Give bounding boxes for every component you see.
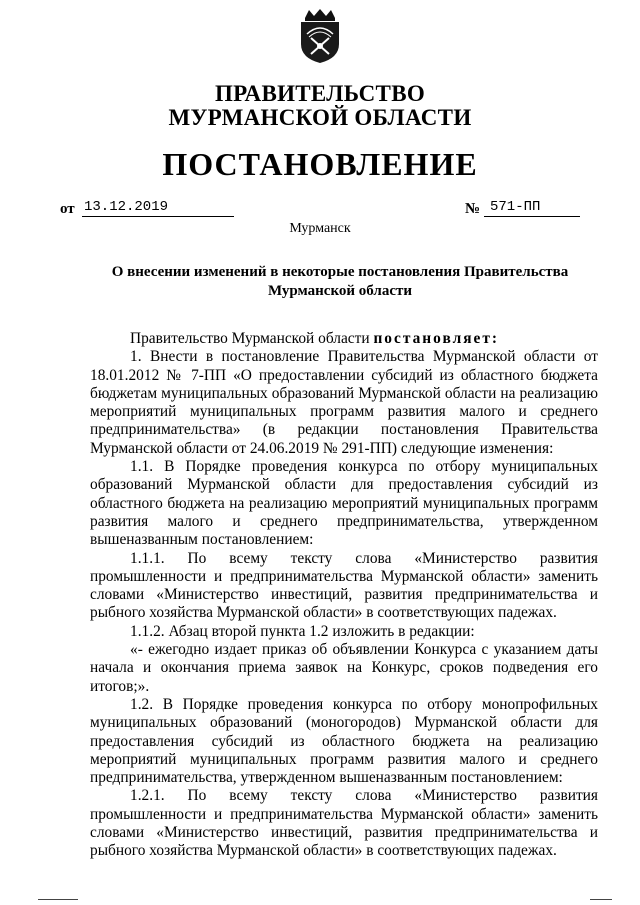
- footer-divider-right: [590, 899, 612, 900]
- intro-paragraph: [90, 330, 598, 348]
- paragraph-1-2-1: 1.2.1. По всему тексту слова «Министерство развития промышленности и предпринимательства Мурманской области» заменить словами «Министерство инвестиций, развития предпринимательства и рыбного хозяйства Мурманской области» в соответствующих падежах.: [90, 787, 598, 860]
- paragraph-1-2: 1.2. В Порядке проведения конкурса по отбору монопрофильных муниципальных образований (моногородов) Мурманской области для предоставления субсидий из областного бюджета на реализацию мероприятий муниципальных программ развития малого и среднего предпринимательства, утвержденном вышеназванным постановлением:: [90, 695, 598, 787]
- date-value: 13.12.2019: [82, 198, 234, 217]
- document-body: [90, 330, 598, 861]
- footer-divider-left: [38, 899, 78, 900]
- intro-prefix: Правительство Мурманской области: [130, 330, 370, 347]
- paragraph-1-1-2-quote: «- ежегодно издает приказ об объявлении Конкурса с указанием даты начала и окончания приема заявок на Конкурс, сроков подведения его итогов;».: [90, 641, 598, 695]
- date-label: от: [60, 201, 75, 217]
- date-number-row: [60, 198, 580, 220]
- document-type: ПОСТАНОВЛЕНИЕ: [162, 146, 478, 182]
- title-line1: О внесении изменений в некоторые постановления Правительства: [111, 264, 569, 280]
- number-label: №: [465, 201, 481, 217]
- organization-name-line2: МУРМАНСКОЙ ОБЛАСТИ: [168, 105, 472, 130]
- paragraph-1-1-1: 1.1.1. По всему тексту слова «Министерство развития промышленности и предпринимательства Мурманской области» заменить словами «Министерство инвестиций, развития предпринимательства и рыбного хозяйства Мурманской области» в соответствующих падежах.: [90, 549, 598, 622]
- organization-name-line1: ПРАВИТЕЛЬСТВО: [214, 81, 426, 106]
- resolves-word: постановляет:: [373, 330, 500, 347]
- murmansk-coat-of-arms-icon: [297, 8, 343, 64]
- paragraph-1: 1. Внести в постановление Правительства Мурманской области от 18.01.2012 № 7-ПП «О предоставлении субсидий из областного бюджета бюджетам муниципальных образований Мурманской области на реализацию мероприятий муниципальных программ развития малого и среднего предпринимательства» (в редакции постановления Правительства Мурманской области от 24.06.2019 № 291-ПП) следующие изменения:: [90, 348, 598, 457]
- paragraph-1-1-2: 1.1.2. Абзац второй пункта 1.2 изложить в редакции:: [130, 622, 475, 640]
- document-title: [90, 263, 590, 301]
- title-line2: Мурманской области: [267, 283, 413, 299]
- city: Мурманск: [289, 221, 351, 236]
- paragraph-1-1: 1.1. В Порядке проведения конкурса по отбору муниципальных образований Мурманской области для предоставления субсидий из областного бюджета на реализацию мероприятий муниципальных программ развития малого и среднего предпринимательства, утвержденном вышеназванным постановлением:: [90, 458, 598, 549]
- number-value: 571-ПП: [484, 198, 580, 217]
